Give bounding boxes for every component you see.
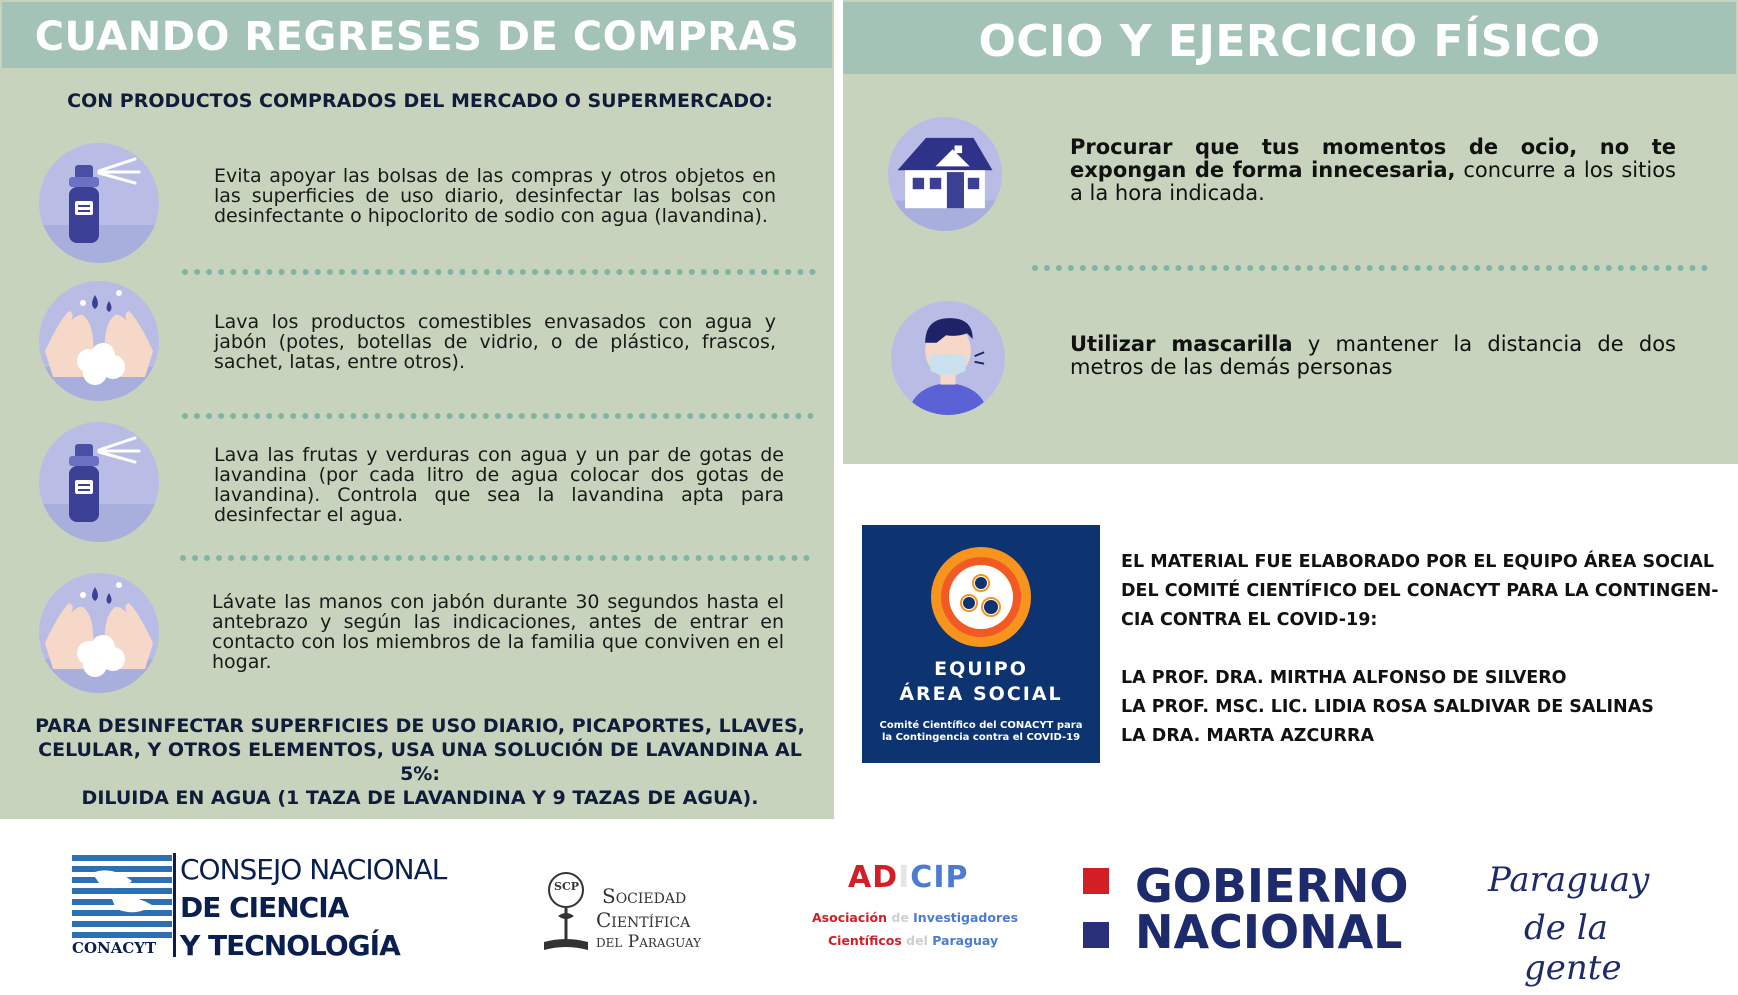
author-line: LA PROF. DRA. MIRTHA ALFONSO DE SILVERO — [1121, 668, 1567, 688]
team-title-line2: ÁREA SOCIAL — [899, 683, 1063, 705]
mask-rest: y mantener la distancia de dos metros de las demás personas — [1070, 332, 1676, 379]
left-panel — [0, 0, 834, 819]
adicip-wordmark — [848, 860, 968, 895]
paraguay-line1: Paraguay — [1488, 860, 1650, 900]
adicip-c: CIP — [910, 860, 969, 895]
paraguay-line2: de la gente — [1524, 908, 1622, 988]
conacyt-line1: CONSEJO NACIONAL — [180, 853, 447, 886]
right-title: OCIO Y EJERCICIO FÍSICO — [843, 2, 1736, 74]
credits-line: CIA CONTRA EL COVID-19: — [1121, 610, 1378, 630]
divider — [182, 413, 814, 419]
spray-bottle-icon — [39, 422, 159, 542]
step-2-text: Lava los productos comestibles envasados con agua y jabón (potes, botellas de vidrio, o de plástico, frascos, sachet, latas, entre otros). — [214, 311, 776, 373]
gobierno-logo — [1083, 859, 1423, 959]
conacyt-abbr: CONACYT — [72, 939, 157, 957]
leisure-rest: concurre a los sitios a la hora indicada. — [1070, 158, 1676, 205]
leisure-bold: Procurar que tus momentos de ocio, no te expongan de forma innecesaria, — [1070, 135, 1676, 182]
divider — [180, 555, 810, 561]
conacyt-logo — [72, 853, 462, 961]
divider — [182, 269, 816, 275]
scp-line3: del Paraguay — [596, 932, 701, 952]
house-icon — [888, 117, 1002, 231]
conacyt-line2: DE CIENCIA — [180, 891, 349, 924]
person-mask-icon — [891, 301, 1005, 415]
step-3-text: Lava las frutas y verduras con agua y un par de gotas de lavandina (por cada litro de agua colocar dos gotas de lavandina). Controla que sea la lavandina apta para desinfectar el agua. — [214, 444, 784, 526]
mask-bold: Utilizar mascarilla — [1070, 332, 1293, 356]
mask-text — [1070, 333, 1676, 379]
conacyt-divider — [173, 853, 176, 957]
credits-line: EL MATERIAL FUE ELABORADO POR EL EQUIPO ÁREA SOCIAL — [1121, 552, 1715, 572]
credits — [1121, 548, 1719, 751]
left-subtitle: CON PRODUCTOS COMPRADOS DEL MERCADO O SUPERMERCADO: — [67, 90, 773, 112]
author-line: LA DRA. MARTA AZCURRA — [1121, 726, 1375, 746]
team-sub-line1: Comité Científico del CONACYT para — [879, 720, 1083, 731]
scp-logo — [542, 870, 722, 954]
team-logo — [862, 525, 1100, 763]
note-line: DILUIDA EN AGUA (1 TAZA DE LAVANDINA Y 9 TAZAS DE AGUA). — [81, 787, 759, 809]
disinfection-note — [30, 714, 810, 810]
team-title-line1: EQUIPO — [934, 658, 1028, 680]
author-line: LA PROF. MSC. LIC. LIDIA ROSA SALDIVAR DE SALINAS — [1121, 697, 1654, 717]
blue-square-icon — [1083, 922, 1109, 948]
team-emblem-icon — [929, 545, 1033, 649]
team-sub-line2: la Contingencia contra el COVID-19 — [881, 732, 1081, 743]
step-1-text: Evita apoyar las bolsas de las compras y otros objetos en las superficies de uso diario, desinfectar las bolsas con desinfectante o hipoclorito de sodio con agua (lavandina). — [214, 165, 776, 227]
scp-monogram: SCP — [554, 880, 579, 893]
spray-bottle-icon — [39, 143, 159, 263]
note-line: CELULAR, Y OTROS ELEMENTOS, USA UNA SOLUCIÓN DE LAVANDINA AL 5%: — [38, 739, 802, 785]
washing-hands-icon — [39, 573, 159, 693]
adicip-line2c: Paraguay — [932, 933, 999, 948]
note-line: PARA DESINFECTAR SUPERFICIES DE USO DIARIO, PICAPORTES, LLAVES, — [35, 715, 805, 737]
credits-line: DEL COMITÉ CIENTÍFICO DEL CONACYT PARA LA CONTINGEN- — [1121, 581, 1719, 601]
leisure-text — [1070, 136, 1676, 205]
washing-hands-icon — [39, 281, 159, 401]
paraguay-logo — [1486, 860, 1686, 988]
adicip-line2b: del — [906, 933, 933, 948]
gobierno-line2: NACIONAL — [1135, 905, 1403, 959]
adicip-line1c: Investigadores — [913, 910, 1019, 925]
scp-line2: Científica — [596, 908, 691, 932]
adicip-line1 — [812, 910, 1018, 925]
conacyt-emblem-icon — [72, 855, 172, 941]
red-square-icon — [1083, 868, 1109, 894]
adicip-line2a: Científicos — [828, 933, 907, 948]
step-4-text: Lávate las manos con jabón durante 30 segundos hasta el antebrazo y según las indicaciones, antes de entrar en contacto con los miembros de la familia que conviven en el hogar. — [212, 591, 784, 673]
conacyt-line3: Y TECNOLOGÍA — [180, 929, 400, 962]
left-title: CUANDO REGRESES DE COMPRAS — [2, 2, 832, 68]
adicip-a: AD — [848, 860, 899, 895]
adicip-line2 — [828, 933, 998, 948]
adicip-line1a: Asociación — [812, 910, 892, 925]
gobierno-line1: GOBIERNO — [1135, 859, 1409, 913]
divider — [1032, 265, 1708, 271]
scp-line1: Sociedad — [602, 884, 687, 908]
adicip-line1b: de — [891, 910, 914, 925]
adicip-b: I — [898, 860, 911, 895]
adicip-logo — [806, 860, 1019, 956]
